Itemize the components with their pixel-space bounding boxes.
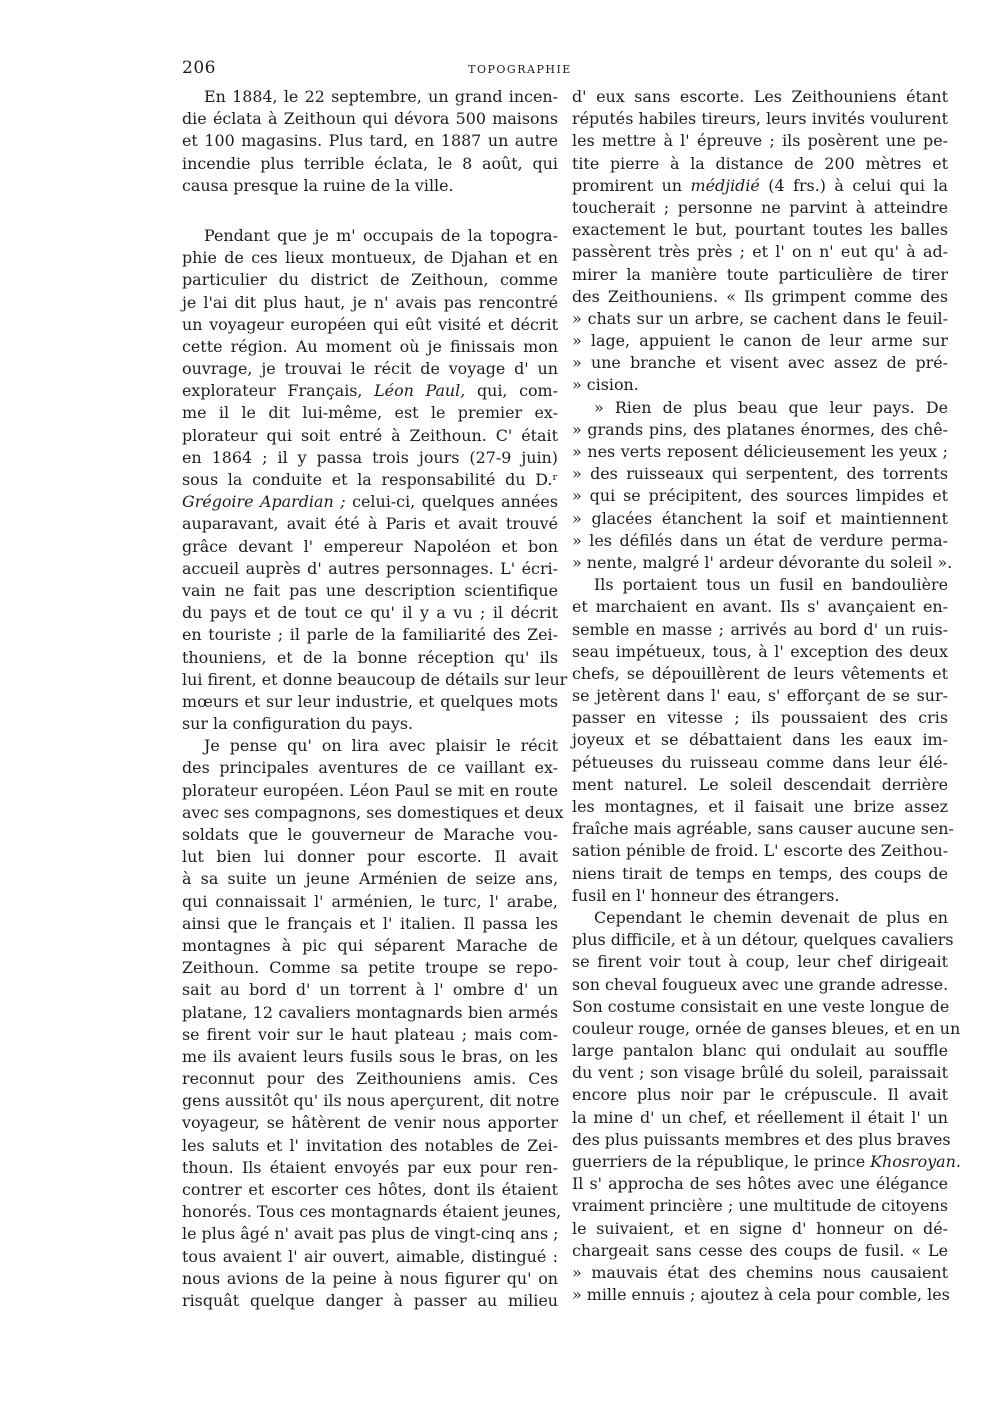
text-line: reconnut pour des Zeithouniens amis. Ces (182, 1069, 558, 1089)
text-line: réputés habiles tireurs, leurs invités voulurent (572, 109, 948, 129)
text-line: les saluts et l' invitation des notables de Zei- (182, 1135, 558, 1155)
text-line: joyeux et se débattaient dans les eaux im- (572, 730, 948, 750)
text-line: du pays et de tout ce qu' il y a vu ; il décrit (182, 603, 558, 623)
left-column (182, 86, 568, 1312)
text-line: mirer la manière toute particulière de tirer (572, 264, 948, 284)
running-head: TOPOGRAPHIE (468, 63, 572, 76)
text-line: pétueuses du ruisseau comme dans leur élé- (572, 752, 948, 772)
text-segment: qui, com- (476, 381, 558, 401)
text-line: d' eux sans escorte. Les Zeithouniens étant (572, 87, 948, 106)
text-line: passer en vitesse ; ils poussaient des cris (572, 708, 948, 728)
text-line: des principales aventures de ce vaillant ex- (182, 758, 558, 778)
text-line: auparavant, avait été à Paris et avait trouvé (182, 514, 558, 534)
text-line: le plus âgé n' avait pas plus de vingt-cinq ans ; (182, 1224, 559, 1244)
text-segment: (4 frs.) à celui qui la (768, 175, 948, 195)
text-line: je l'ai dit plus haut, je n' avais pas rencontré (182, 292, 558, 312)
text-line: tous avaient l' air ouvert, aimable, distingué : (182, 1246, 558, 1266)
text-line: à sa suite un jeune Arménien de seize ans, (182, 869, 558, 889)
italic-term: médjidié (690, 175, 760, 195)
text-line: seau impétueux, tous, à l' exception des deux (572, 641, 948, 661)
text-line: incendie plus terrible éclata, le 8 août, qui (182, 153, 558, 173)
text-line: me il le dit lui-même, est le premier ex- (182, 403, 558, 423)
paragraph (572, 907, 961, 1306)
italic-name: Khosroyan. (870, 1152, 961, 1171)
text-line: » nes verts reposent délicieusement les yeux ; (572, 442, 948, 461)
text-line: sur la configuration du pays. (182, 714, 414, 734)
text-line: vain ne fait pas une description scientifique (182, 580, 558, 600)
text-line: exactement le but, pourtant toutes les balles (572, 220, 948, 240)
text-line: chargeait sans cesse des coups de fusil. « Le (572, 1240, 948, 1260)
text-segment: promirent un (572, 175, 683, 195)
text-line: contrer et escorter ces hôtes, dont ils étaient (182, 1180, 558, 1199)
text-line: son cheval fougueux avec une grande adresse. (572, 974, 949, 994)
text-line: des Zeithouniens. « Ils grimpent comme des (572, 286, 948, 306)
text-line: » grands pins, des platanes énormes, des chê- (572, 419, 948, 439)
text-line: » une branche et visent avec assez de pré- (572, 353, 948, 373)
text-line (572, 175, 948, 197)
text-line: Son costume consistait en une veste longue de (572, 996, 950, 1016)
text-line: sous la conduite et la responsabilité du D.ʳ (182, 470, 558, 489)
paragraph (182, 225, 568, 735)
text-line: lui firent, et donne beaucoup de détails sur leur (182, 669, 568, 689)
text-line: en 1864 ; il y passa trois jours (27-9 juin) (182, 447, 558, 467)
text-line: montagnes à pic qui séparent Marache de (182, 935, 558, 955)
text-line: nous avions de la peine à nous figurer qu' on (182, 1268, 558, 1288)
text-line (182, 380, 558, 402)
text-line: soldats que le gouverneur de Marache vou- (182, 825, 558, 844)
text-line: voyageur, se hâtèrent de venir nous apporter (182, 1113, 558, 1133)
text-line: platane, 12 cavaliers montagnards bien armés (182, 1002, 558, 1022)
text-line: encore plus noir par le crépuscule. Il avait (572, 1085, 948, 1105)
text-line: couleur rouge, ornée de ganses bleues, et en un (572, 1018, 961, 1038)
text-line: plorateur européen. Léon Paul se mit en route (182, 780, 558, 800)
text-line: lut bien lui donner pour escorte. Il avait (182, 847, 558, 867)
text-line: Je pense qu' on lira avec plaisir le récit (204, 736, 558, 756)
right-column (572, 86, 961, 1306)
paragraph (572, 86, 948, 397)
text-line: honorés. Tous ces montagnards étaient jeunes, (182, 1202, 562, 1222)
text-segment: explorateur Français, (182, 381, 363, 401)
page-number: 206 (182, 58, 216, 78)
text-line: » des ruisseaux qui serpentent, des torrents (572, 464, 948, 484)
text-line: thoun. Ils étaient envoyés par eux pour ren- (182, 1157, 558, 1177)
text-line: » qui se précipitent, des sources limpides et (572, 486, 948, 506)
text-line: la mine d' un chef, et réellement il était l' un (572, 1107, 948, 1127)
text-line: et 100 magasins. Plus tard, en 1887 un autre (182, 131, 558, 151)
text-line: ainsi que le français et l' italien. Il passa les (182, 913, 558, 933)
text-line: phie de ces lieux montueux, de Djahan et en (182, 248, 558, 268)
text-line: thouniens, et de la bonne réception qu' ils (182, 647, 558, 667)
text-line: passèrent très près ; et l' on n' eut qu' à ad- (572, 242, 948, 262)
paragraph (182, 735, 564, 1312)
text-line: cette région. Au moment où je finissais mon (182, 336, 558, 356)
text-line: » les défilés dans un état de verdure perma- (572, 530, 948, 550)
text-line: avec ses compagnons, ses domestiques et deux (182, 802, 564, 822)
text-line: » glacées étanchent la soif et maintiennent (572, 508, 948, 528)
text-line: se jetèrent dans l' eau, s' efforçant de se sur- (572, 686, 948, 706)
text-line (572, 1151, 961, 1173)
text-line: les mettre à l' épreuve ; ils posèrent une pe- (572, 131, 948, 151)
text-line: accueil auprès d' autres personnages. L' écri- (182, 558, 558, 578)
text-line: gens aussitôt qu' ils nous aperçurent, dit notre (182, 1091, 560, 1111)
text-line: causa presque la ruine de la ville. (182, 175, 454, 195)
text-line: sation pénible de froid. L' escorte des Zeithou- (572, 841, 949, 861)
text-line: du vent ; son visage brûlé du soleil, paraissait (572, 1063, 948, 1083)
text-line: large pantalon blanc qui ondulait au souffle (572, 1041, 948, 1061)
text-line: Ils portaient tous un fusil en bandoulière (594, 575, 948, 595)
text-line: ouvrage, je trouvai le récit de voyage d' un (182, 359, 558, 379)
text-line: » chats sur un arbre, se cachent dans le feuil- (572, 308, 948, 328)
text-line: tite pierre à la distance de 200 mètres et (572, 153, 948, 173)
text-line: sait au bord d' un torrent à l' ombre d' un (182, 980, 558, 1000)
text-line: qui connaissait l' arménien, le turc, l' arabe, (182, 891, 558, 911)
paragraph (182, 86, 558, 197)
text-line: des plus puissants membres et des plus braves (572, 1129, 951, 1149)
text-line: plorateur qui soit entré à Zeithoun. C' était (182, 425, 558, 445)
text-line: se firent voir sur le haut plateau ; mais com- (182, 1024, 558, 1044)
text-line: » Rien de plus beau que leur pays. De (594, 397, 948, 417)
text-line: se firent voir tout à coup, leur chef dirigeait (572, 952, 948, 972)
text-line: les montagnes, et il faisait une brize assez (572, 797, 948, 816)
text-line: mœurs et sur leur industrie, et quelques mots (182, 691, 558, 711)
text-line: ment naturel. Le soleil descendait derrière (572, 774, 948, 794)
text-line: vraiment princière ; une multitude de citoyens (572, 1196, 948, 1216)
paragraph (572, 574, 954, 907)
text-line: et marchaient en avant. Ils s' avançaient en- (572, 597, 948, 617)
text-line: risquât quelque danger à passer au milieu (182, 1290, 558, 1310)
text-line (182, 491, 558, 513)
text-line: Cependant le chemin devenait de plus en (594, 907, 948, 927)
text-line: Pendant que je m' occupais de la topogra- (204, 225, 558, 245)
text-line: plus difficile, et à un détour, quelques cavaliers (572, 930, 954, 950)
text-line: fraîche mais agréable, sans causer aucune sen- (572, 819, 954, 839)
paragraph (572, 397, 953, 575)
text-segment: guerriers de la république, le prince (572, 1152, 866, 1171)
text-line: » lage, appuient le canon de leur arme sur (572, 331, 948, 351)
text-line: le suivaient, et en signe d' honneur on dé- (572, 1218, 948, 1238)
text-line: » nente, malgré l' ardeur dévorante du soleil ». (572, 552, 953, 572)
text-line: chefs, se dépouillèrent de leurs vêtements et (572, 663, 948, 683)
italic-name: Léon Paul, (374, 381, 466, 401)
text-line: semble en masse ; arrivés au bord d' un ruis- (572, 619, 948, 639)
text-line: particulier du district de Zeithoun, comme (182, 270, 558, 290)
text-line: toucherait ; personne ne parvint à atteindre (572, 197, 948, 217)
italic-name: Grégoire Apardian ; (182, 492, 346, 512)
text-line: » mauvais état des chemins nous causaient (572, 1262, 948, 1282)
text-line: Zeithoun. Comme sa petite troupe se repo- (182, 958, 558, 978)
text-line: En 1884, le 22 septembre, un grand incen- (204, 87, 558, 106)
text-line: niens tirait de temps en temps, des coups de (572, 863, 948, 883)
text-line: Il s' approcha de ses hôtes avec une élégance (572, 1174, 948, 1194)
text-line: die éclata à Zeithoun qui dévora 500 maisons (182, 109, 558, 129)
text-line: un voyageur européen qui eût visité et décrit (182, 314, 558, 334)
text-line: fusil en l' honneur des étrangers. (572, 885, 840, 905)
text-line: en touriste ; il parle de la familiarité des Zei- (182, 625, 558, 645)
text-line: » mille ennuis ; ajoutez à cela pour comble, les (572, 1285, 950, 1305)
text-segment: celui-ci, quelques années (352, 492, 558, 512)
text-line: » cision. (572, 375, 639, 395)
text-line: grâce devant l' empereur Napoléon et bon (182, 536, 558, 556)
text-line: me ils avaient leurs fusils sous le bras, on les (182, 1046, 558, 1066)
